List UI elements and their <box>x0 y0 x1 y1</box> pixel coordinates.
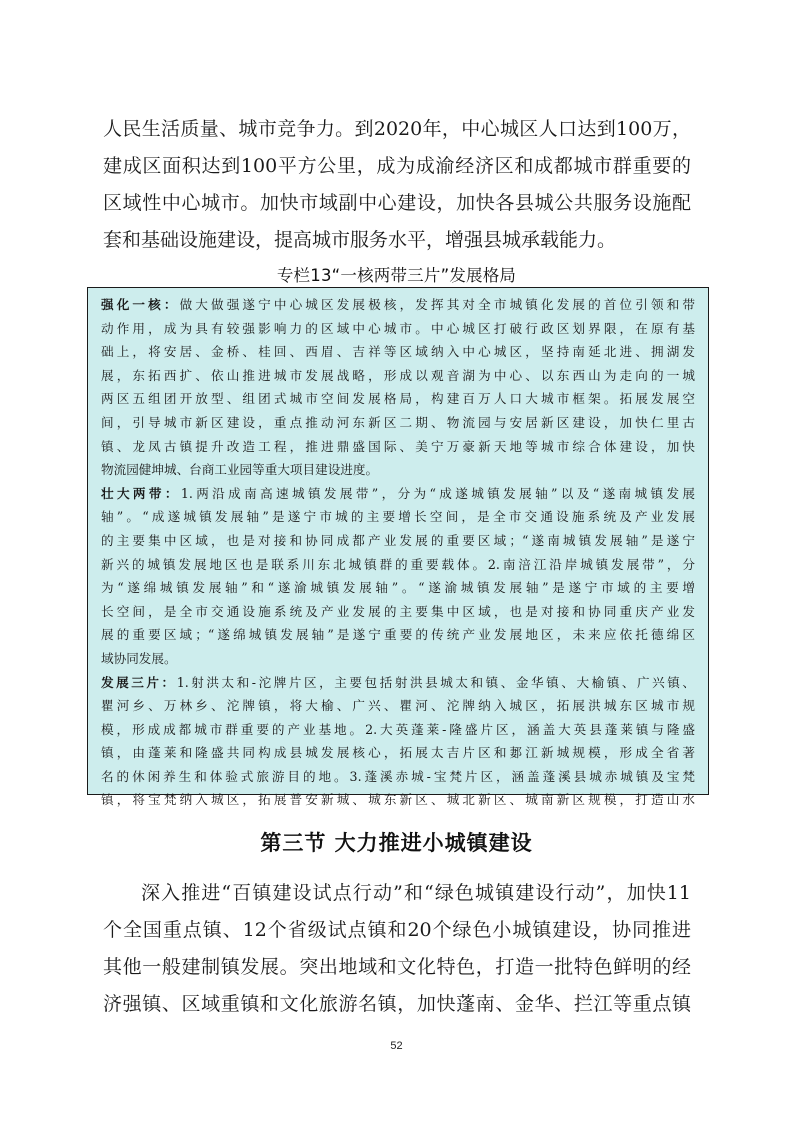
box-line: 瞿河乡、万林乡、沱牌镇，将大榆、广兴、瞿河、沱牌纳入城区，拓展洪城东区城市规 <box>101 698 695 714</box>
bottom-paragraph <box>103 875 691 1023</box>
paragraph-line: 套和基础设施建设，提高城市服务水平，增强县城承载能力。 <box>103 229 617 251</box>
box-line: 展，东拓西扩、依山推进城市发展战略，形成以观音湖为中心、以东西山为走向的一城 <box>101 367 695 383</box>
box-line: 长空间，是全市交通设施系统及产业发展的主要集中区域，也是对接和协同重庆产业发 <box>101 603 695 619</box>
column-box <box>87 287 709 808</box>
box-line: 镇、龙凤古镇提升改造工程，推进鼎盛国际、美宁万豪新天地等城市综合体建设，加快 <box>101 438 695 454</box>
page-number: 52 <box>390 1040 403 1052</box>
box-line: 础上，将安居、金桥、桂回、西眉、吉祥等区域纳入中心城区，坚持南延北进、拥湖发 <box>101 344 695 360</box>
box-line: 镇，将宝梵纳入城区，拓展普安新城、城东新区、城北新区、城南新区规模，打造山水 <box>101 792 695 808</box>
box-line: 强化一核：做大做强遂宁中心城区发展极核，发挥其对全市城镇化发展的首位引领和带 <box>101 297 696 312</box>
box-lead-label: 发展三片： <box>101 674 177 690</box>
box-line: 展的重要区域；“遂绵城镇发展轴”是遂宁重要的传统产业发展地区，未来应依托德绵区 <box>101 627 695 643</box>
paragraph-line: 建成区面积达到100平方公里，成为成渝经济区和成都城市群重要的 <box>103 155 691 177</box>
box-lead-label: 壮大两带： <box>101 485 181 501</box>
section-heading: 第三节 大力推进小城镇建设 <box>260 831 533 855</box>
box-line: 发展三片：1.射洪太和-沱牌片区，主要包括射洪县城太和镇、金华镇、大榆镇、广兴镇、 <box>101 674 695 690</box>
box-lead-label: 强化一核： <box>101 297 180 312</box>
box-line: 物流园健坤城、台商工业园等重大项目建设进度。 <box>101 462 379 478</box>
paragraph-line: 人民生活质量、城市竞争力。到2020年，中心城区人口达到100万， <box>103 118 691 140</box>
column-box-title: 专栏13“一核两带三片”发展格局 <box>276 266 517 285</box>
box-line: 动作用，成为具有较强影响力的区域中心城市。中心城区打破行政区划界限，在原有基 <box>101 320 695 336</box>
box-line: 间，引导城市新区建设，重点推动河东新区二期、物流园与安居新区建设，加快仁里古 <box>101 414 695 430</box>
paragraph-line: 个全国重点镇、12个省级试点镇和20个绿色小城镇建设，协同推进 <box>103 919 691 941</box>
paragraph-line: 深入推进“百镇建设试点行动”和“绿色城镇建设行动”，加快11 <box>141 882 691 904</box>
box-line: 为“遂绵城镇发展轴”和“遂渝城镇发展轴”。“遂渝城镇发展轴”是遂宁市域的主要增 <box>101 580 695 596</box>
paragraph-line: 济强镇、区域重镇和文化旅游名镇，加快蓬南、金华、拦江等重点镇 <box>103 993 691 1015</box>
box-line: 的主要集中区域，也是对接和协同成都产业发展的重要区域；“遂南城镇发展轴”是遂宁 <box>101 532 695 548</box>
box-line: 模，形成成都城市群重要的产业基地。2.大英蓬莱-隆盛片区，涵盖大英县蓬莱镇与隆盛 <box>101 721 695 737</box>
box-line: 镇，由蓬莱和隆盛共同构成县城发展核心，拓展太吉片区和郪江新城规模，形成全省著 <box>101 745 695 761</box>
paragraph-line: 区域性中心城市。加快市域副中心建设，加快各县城公共服务设施配 <box>103 192 691 214</box>
box-line: 两区五组团开放型、组团式城市空间发展格局，构建百万人口大城市框架。拓展发展空 <box>101 391 695 407</box>
box-line: 域协同发展。 <box>101 650 177 666</box>
box-line: 新兴的城镇发展地区也是联系川东北城镇群的重要载体。2.南涪江沿岸城镇发展带”，分 <box>101 556 695 572</box>
box-line: 壮大两带：1.两沿成南高速城镇发展带”，分为“成遂城镇发展轴”以及“遂南城镇发展 <box>101 485 696 501</box>
box-line: 轴”。“成遂城镇发展轴”是遂宁市城的主要增长空间，是全市交通设施系统及产业发展 <box>101 509 695 525</box>
box-line: 名的休闲养生和体验式旅游目的地。3.蓬溪赤城-宝梵片区，涵盖蓬溪县城赤城镇及宝梵 <box>101 768 695 784</box>
top-paragraph <box>103 111 691 259</box>
paragraph-line: 其他一般建制镇发展。突出地域和文化特色，打造一批特色鲜明的经 <box>103 956 691 978</box>
